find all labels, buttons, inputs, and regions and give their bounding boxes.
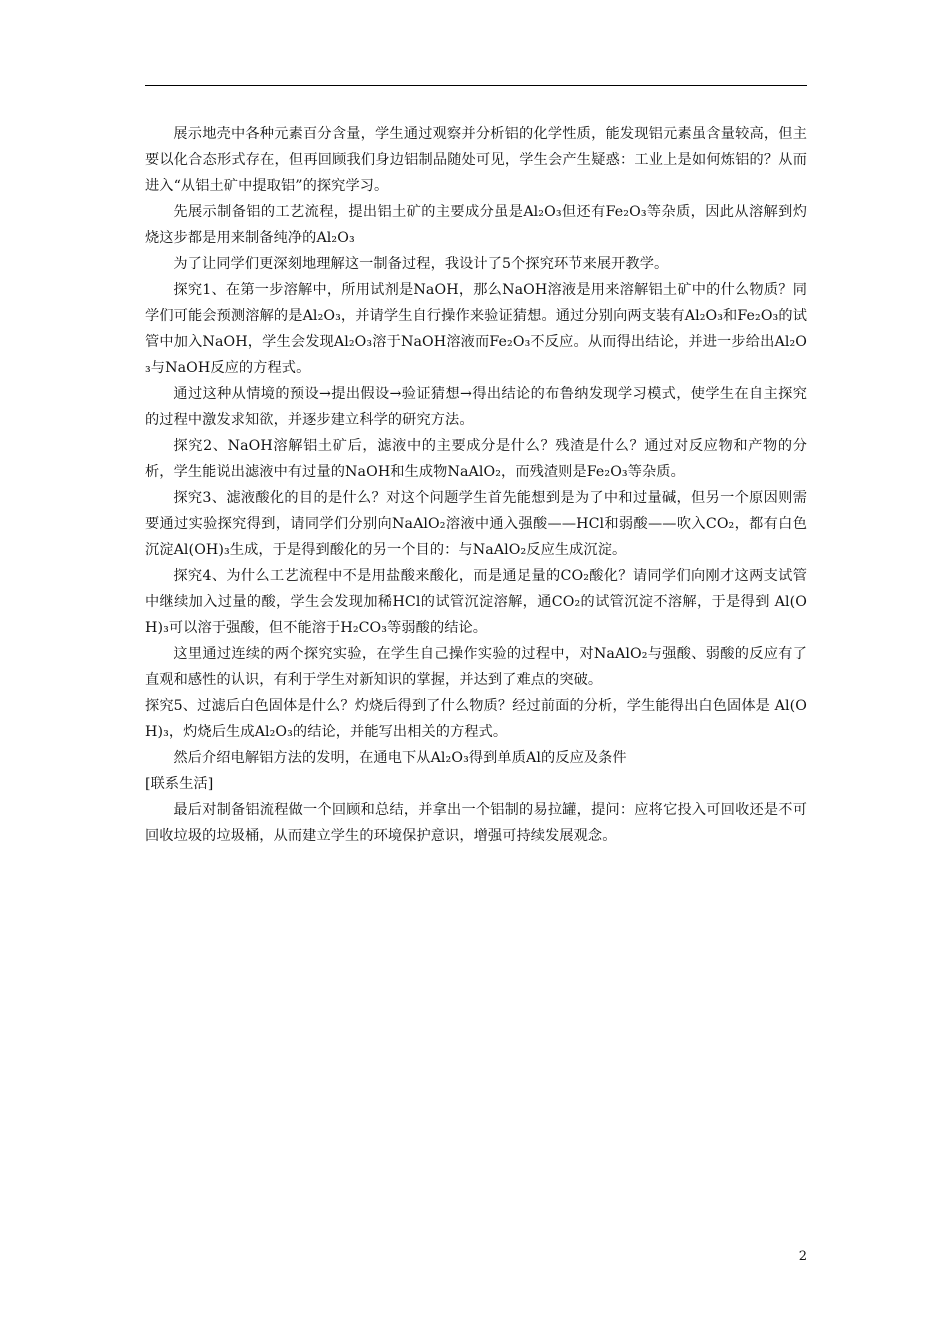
page-number: 2 (798, 1249, 807, 1264)
paragraph-electrolysis: 然后介绍电解铝方法的发明，在通电下从Al₂O₃得到单质Al的反应及条件 (173, 750, 627, 766)
paragraph-inquiry-2: 探究2、NaOH溶解铝土矿后，滤液中的主要成分是什么？残渣是什么？通过对反应物和产物的分析，学生能说出滤液中有过量的NaOH和生成物NaAlO₂，而残渣则是Fe₂O₃等杂质。 (145, 438, 807, 480)
paragraph-design: 为了让同学们更深刻地理解这一制备过程，我设计了5个探究环节来展开教学。 (173, 256, 669, 272)
paragraph-inquiry-3: 探究3、滤液酸化的目的是什么？对这个问题学生首先能想到是为了中和过量碱，但另一个原因则需要通过实验探究得到，请同学们分别向NaAlO₂溶液中通入强酸——HCl和弱酸——吹入CO₂，都有白色沉淀Al(OH)₃生成，于是得到酸化的另一个目的：与NaAlO₂反应生成沉淀。 (145, 490, 807, 558)
paragraph-process: 先展示制备铝的工艺流程，提出铝土矿的主要成分虽是Al₂O₃但还有Fe₂O₃等杂质，因此从溶解到灼烧这步都是用来制备纯净的Al₂O₃ (145, 204, 807, 246)
paragraph-inquiry-5: 探究5、过滤后白色固体是什么？灼烧后得到了什么物质？经过前面的分析，学生能得出白色固体是 Al(OH)₃，灼烧后生成Al₂O₃的结论，并能写出相关的方程式。 (145, 698, 807, 740)
paragraph-conclusion: 最后对制备铝流程做一个回顾和总结，并拿出一个铝制的易拉罐，提问：应将它投入可回收还是不可回收垃圾的垃圾桶，从而建立学生的环境保护意识，增强可持续发展观念。 (145, 802, 807, 844)
document-body (145, 121, 807, 849)
paragraph-inquiry-1: 探究1、在第一步溶解中，所用试剂是NaOH，那么NaOH溶液是用来溶解铝土矿中的什么物质？同学们可能会预测溶解的是Al₂O₃，并请学生自行操作来验证猜想。通过分别向两支装有Al₂O₃和Fe₂O₃的试管中加入NaOH，学生会发现Al₂O₃溶于NaOH溶液而Fe₂O₃不反应。从而得出结论，并进一步给出Al₂O₃与NaOH反应的方程式。 (145, 282, 807, 376)
paragraph-method: 通过这种从情境的预设→提出假设→验证猜想→得出结论的布鲁纳发现学习模式，使学生在自主探究的过程中激发求知欲，并逐步建立科学的研究方法。 (145, 386, 807, 428)
paragraph-inquiry-4: 探究4、为什么工艺流程中不是用盐酸来酸化，而是通足量的CO₂酸化？请同学们向刚才这两支试管中继续加入过量的酸，学生会发现加稀HCl的试管沉淀溶解，通CO₂的试管沉淀不溶解，于是得到 Al(OH)₃可以溶于强酸，但不能溶于H₂CO₃等弱酸的结论。 (145, 568, 807, 636)
paragraph-intro: 展示地壳中各种元素百分含量，学生通过观察并分析铝的化学性质，能发现铝元素虽含量较高，但主要以化合态形式存在，但再回顾我们身边铝制品随处可见，学生会产生疑惑：工业上是如何炼铝的？从而进入“从铝土矿中提取铝”的探究学习。 (145, 126, 807, 194)
header-rule (145, 85, 807, 86)
section-heading-life: [联系生活] (145, 776, 214, 792)
paragraph-summary: 这里通过连续的两个探究实验，在学生自己操作实验的过程中，对NaAlO₂与强酸、弱酸的反应有了直观和感性的认识，有利于学生对新知识的掌握，并达到了难点的突破。 (145, 646, 807, 688)
